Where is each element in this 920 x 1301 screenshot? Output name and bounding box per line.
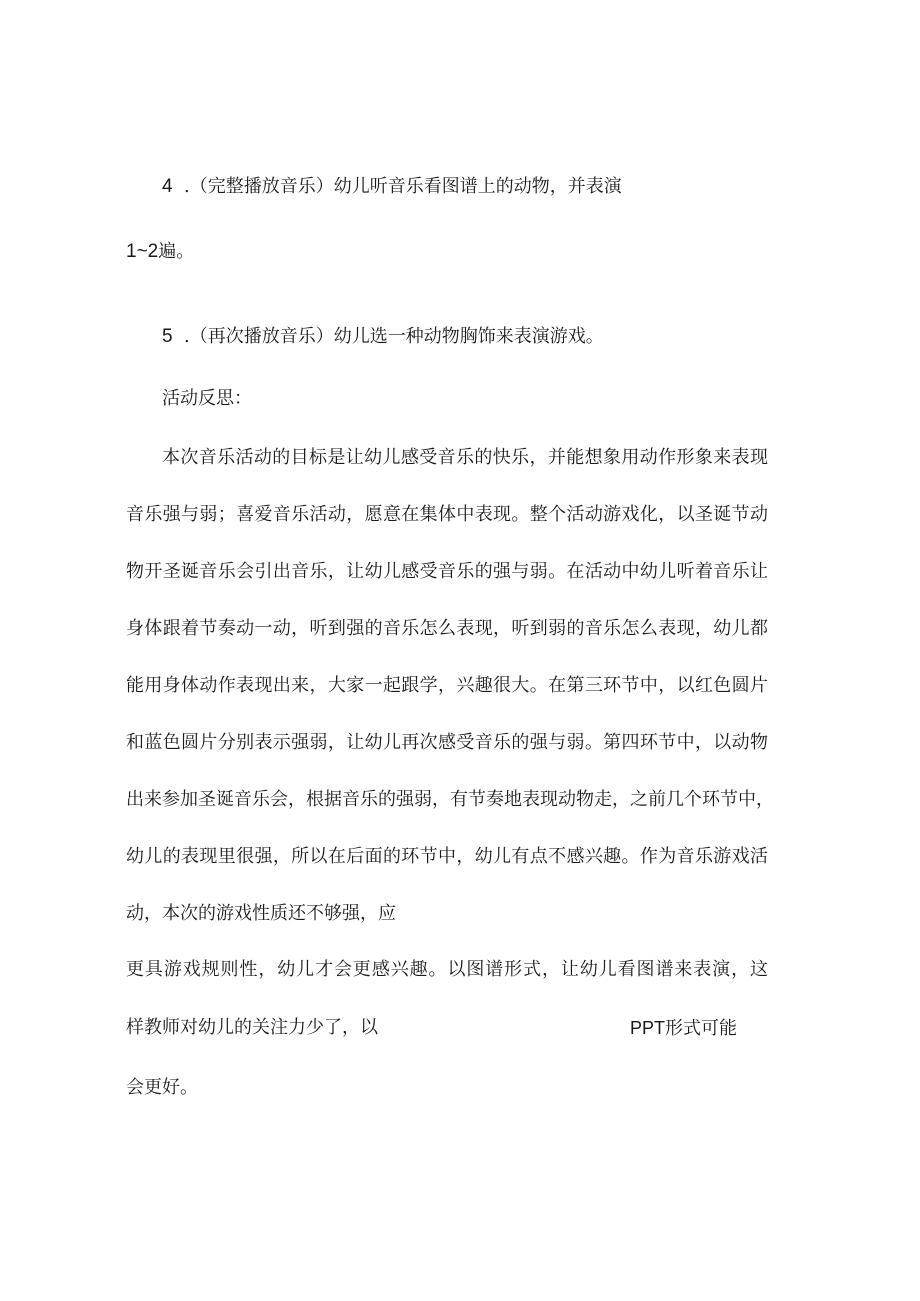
paragraph-line: 物开圣诞音乐会引出音乐，让幼儿感受音乐的强与弱。在活动中幼儿听着音乐让 xyxy=(126,561,768,582)
paragraph-line: 幼儿的表现里很强，所以在后面的环节中，幼儿有点不感兴趣。作为音乐游戏活 xyxy=(126,846,768,867)
paragraph-line-fragment xyxy=(630,1016,737,1041)
repeat-unit: 遍。 xyxy=(158,241,195,262)
list-item-4 xyxy=(162,175,622,199)
paragraph-line: 能用身体动作表现出来，大家一起跟学，兴趣很大。在第三环节中，以红色圆片 xyxy=(126,675,768,696)
paragraph-line: 和蓝色圆片分别表示强弱，让幼儿再次感受音乐的强与弱。第四环节中，以动物 xyxy=(126,732,768,753)
list-item-5 xyxy=(162,325,604,349)
paragraph-line: 动，本次的游戏性质还不够强，应 xyxy=(126,903,396,924)
paragraph-line: 会更好。 xyxy=(126,1077,198,1098)
paragraph-line: 音乐强与弱；喜爱音乐活动，愿意在集体中表现。整个活动游戏化，以圣诞节动 xyxy=(126,504,768,525)
repeat-count: 1~2 xyxy=(126,241,159,262)
item-number: 5 xyxy=(162,326,173,347)
paragraph-line: 更具游戏规则性，幼儿才会更感兴趣。以图谱形式，让幼儿看图谱来表演，这 xyxy=(126,959,768,980)
ppt-term: PPT xyxy=(630,1018,666,1038)
paragraph-line: 身体跟着节奏动一动，听到强的音乐怎么表现，听到弱的音乐怎么表现，幼儿都 xyxy=(126,618,768,639)
ppt-term-suffix: 形式可能 xyxy=(665,1018,738,1039)
section-heading-reflection: 活动反思： xyxy=(162,388,252,409)
item-number: 4 xyxy=(162,176,173,197)
item-4-continuation xyxy=(126,240,194,264)
paragraph-line: 本次音乐活动的目标是让幼儿感受音乐的快乐，并能想象用动作形象来表现 xyxy=(162,447,768,468)
item-text: .（再次播放音乐）幼儿选一种动物胸饰来表演游戏。 xyxy=(184,326,604,347)
item-text: .（完整播放音乐）幼儿听音乐看图谱上的动物，并表演 xyxy=(184,176,622,197)
paragraph-line: 样教师对幼儿的关注力少了，以 xyxy=(126,1017,378,1038)
paragraph-line: 出来参加圣诞音乐会，根据音乐的强弱，有节奏地表现动物走，之前几个环节中， xyxy=(126,789,774,810)
